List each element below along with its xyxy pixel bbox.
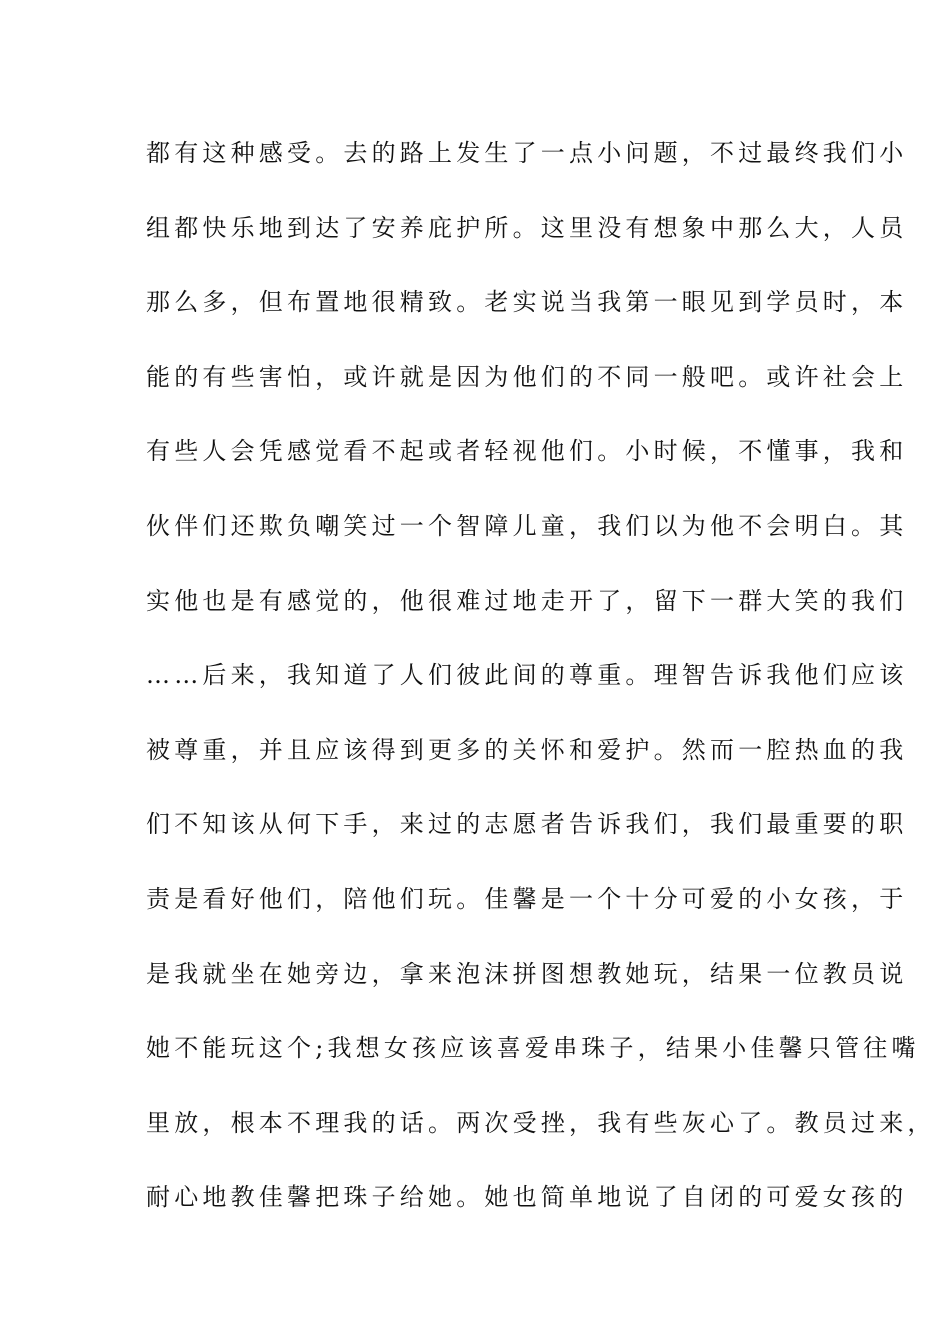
text-line: 伙伴们还欺负嘲笑过一个智障儿童，我们以为他不会明白。其	[146, 511, 908, 540]
text-line: 责是看好他们，陪他们玩。佳馨是一个十分可爱的小女孩，于	[146, 884, 908, 913]
text-line: 被尊重，并且应该得到更多的关怀和爱护。然而一腔热血的我	[146, 735, 908, 764]
text-line: 实他也是有感觉的，他很难过地走开了，留下一群大笑的我们	[146, 586, 908, 615]
text-line: 组都快乐地到达了安养庇护所。这里没有想象中那么大，人员	[146, 213, 908, 242]
text-line: 那么多，但布置地很精致。老实说当我第一眼见到学员时，本	[146, 288, 908, 317]
text-line: 里放，根本不理我的话。两次受挫，我有些灰心了。教员过来，	[146, 1108, 936, 1137]
text-line: 能的有些害怕，或许就是因为他们的不同一般吧。或许社会上	[146, 362, 908, 391]
text-line: 她不能玩这个;我想女孩应该喜爱串珠子，结果小佳馨只管往嘴	[146, 1034, 920, 1063]
text-line: 们不知该从何下手，来过的志愿者告诉我们，我们最重要的职	[146, 810, 908, 839]
text-line: 耐心地教佳馨把珠子给她。她也简单地说了自闭的可爱女孩的	[146, 1183, 908, 1212]
text-line: 是我就坐在她旁边，拿来泡沫拼图想教她玩，结果一位教员说	[146, 959, 908, 988]
text-line: ……后来，我知道了人们彼此间的尊重。理智告诉我他们应该	[146, 661, 908, 690]
body-text	[146, 131, 936, 1250]
text-line: 都有这种感受。去的路上发生了一点小问题，不过最终我们小	[146, 139, 908, 167]
text-line: 有些人会凭感觉看不起或者轻视他们。小时候，不懂事，我和	[146, 437, 908, 466]
